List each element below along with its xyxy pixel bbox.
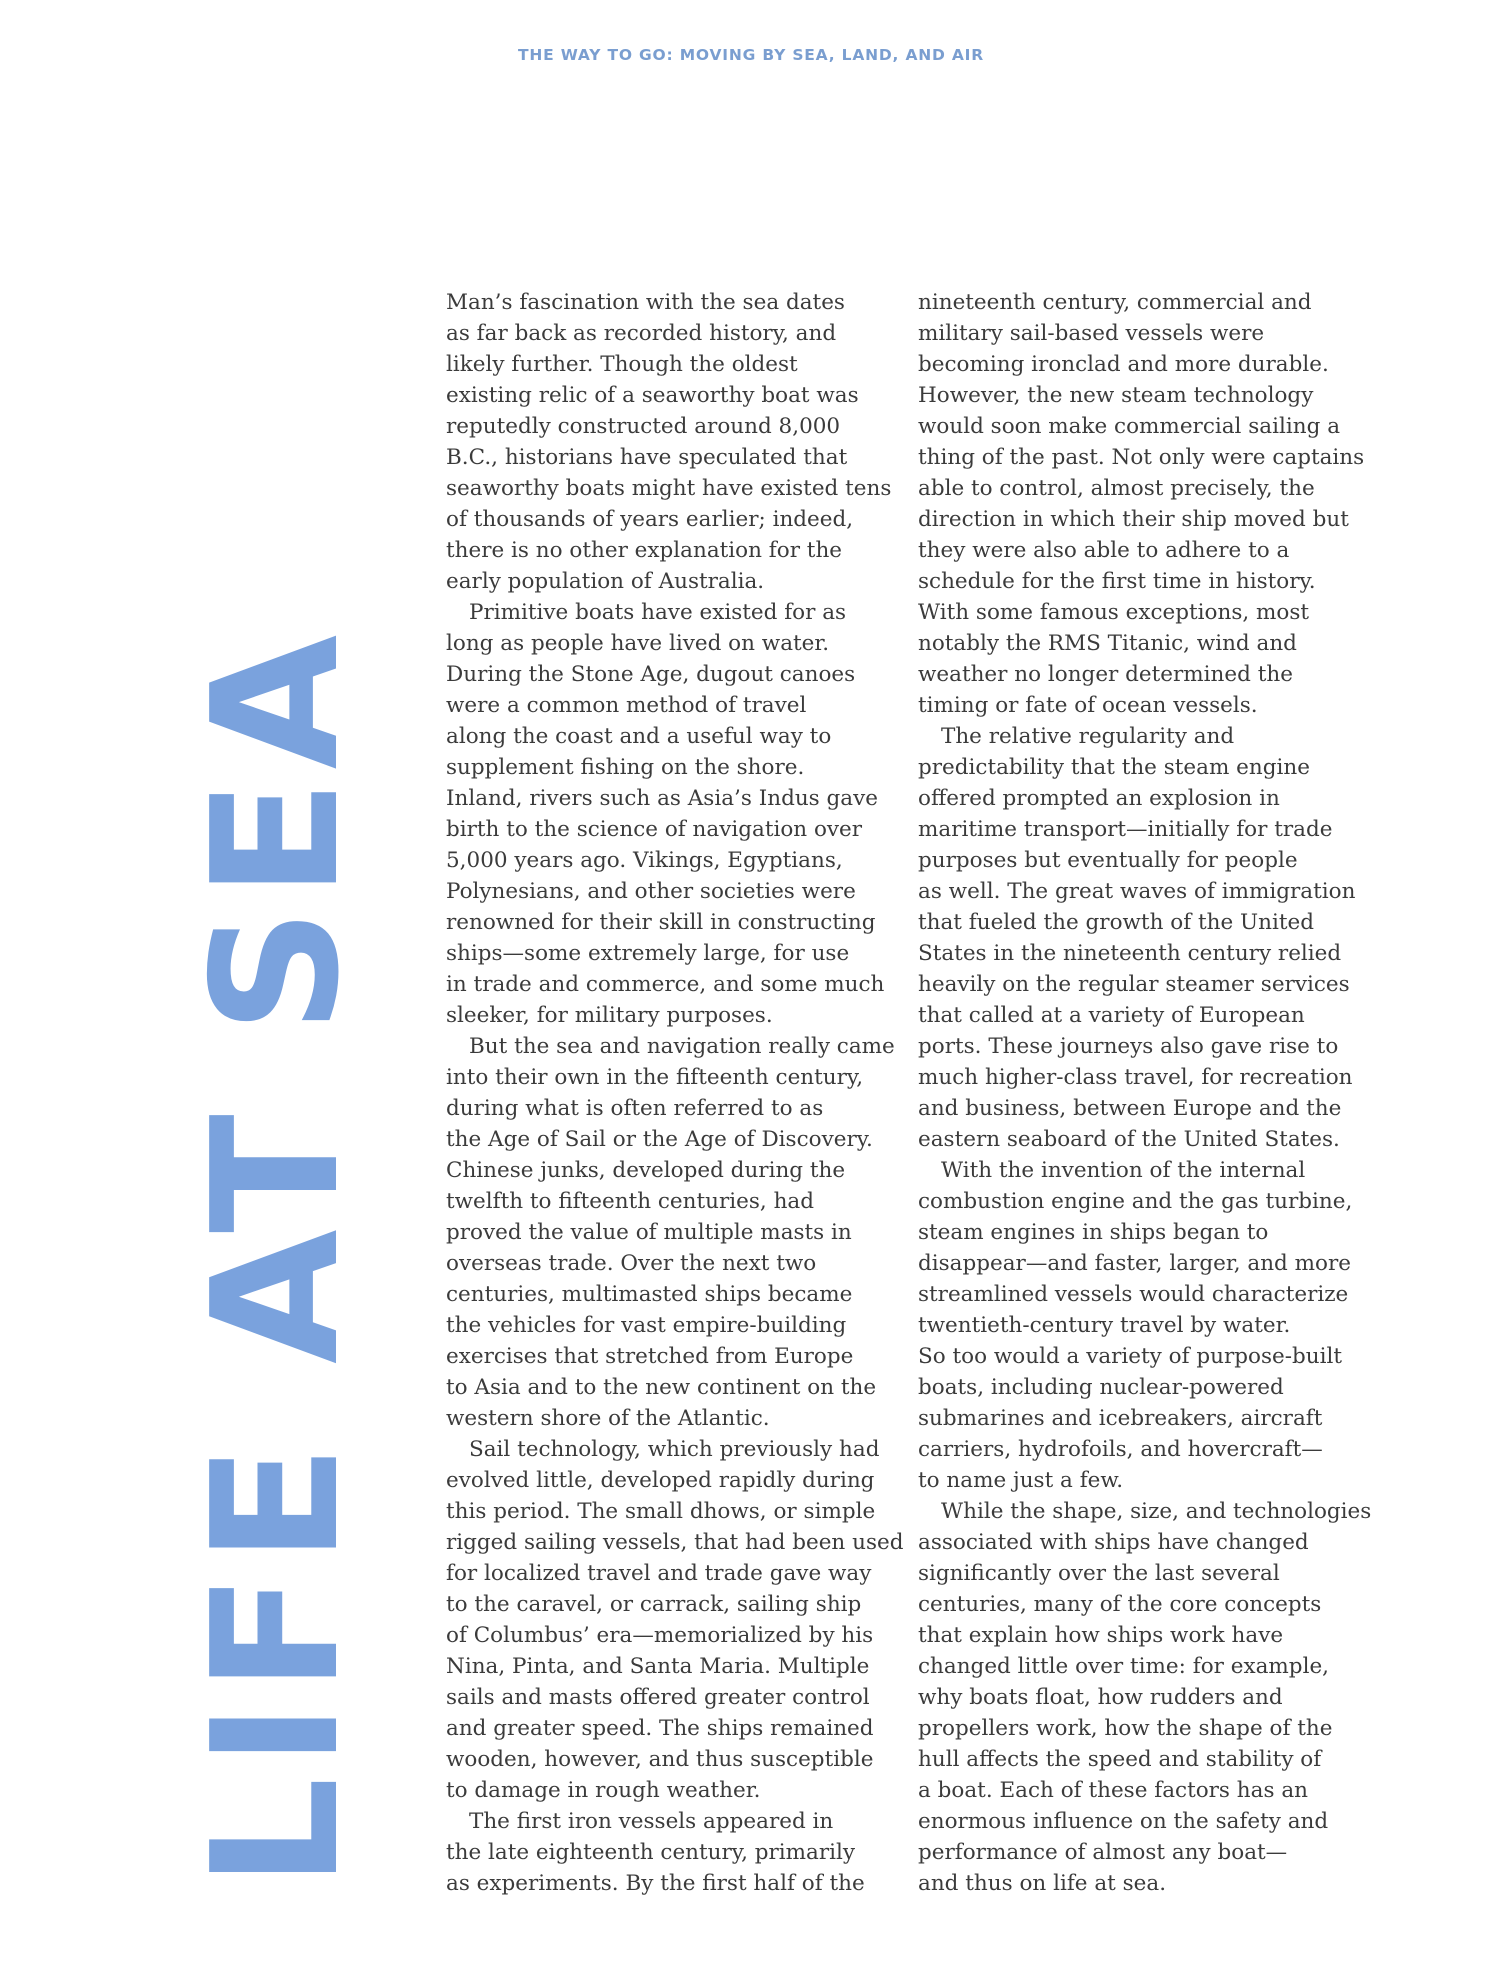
text-line: and greater speed. The ships remained — [446, 1716, 874, 1741]
chapter-title: LIFE AT SEA — [175, 624, 378, 1888]
text-line: of thousands of years earlier; indeed, — [446, 507, 854, 532]
text-line: hull affects the speed and stability of — [918, 1747, 1322, 1772]
text-line: While the shape, size, and technologies — [941, 1499, 1372, 1524]
text-line: So too would a variety of purpose-built — [918, 1344, 1343, 1369]
text-line: disappear—and faster, larger, and more — [918, 1251, 1351, 1276]
text-line: During the Stone Age, dugout canoes — [446, 662, 856, 687]
text-line: ports. These journeys also gave rise to — [918, 1034, 1339, 1059]
text-line: ships—some extremely large, for use — [446, 941, 850, 966]
text-line: twelfth to fifteenth centuries, had — [446, 1189, 814, 1214]
text-line: to name just a few. — [918, 1468, 1124, 1493]
text-line: early population of Australia. — [446, 569, 765, 594]
text-line: performance of almost any boat— — [918, 1840, 1288, 1865]
text-line: during what is often referred to as — [446, 1096, 824, 1121]
text-line: western shore of the Atlantic. — [446, 1406, 770, 1431]
text-line: much higher-class travel, for recreation — [918, 1065, 1353, 1090]
text-line: weather no longer determined the — [918, 662, 1293, 687]
text-line: With some famous exceptions, most — [918, 600, 1310, 625]
text-column-left — [446, 287, 906, 1899]
text-line: predictability that the steam engine — [918, 755, 1310, 780]
running-head: THE WAY TO GO: MOVING BY SEA, LAND, AND AIR — [518, 46, 984, 64]
text-line: B.C., historians have speculated that — [446, 445, 848, 470]
text-line: why boats float, how rudders and — [918, 1685, 1283, 1710]
text-line: able to control, almost precisely, the — [918, 476, 1315, 501]
text-line: But the sea and navigation really came — [469, 1034, 895, 1059]
text-line: a boat. Each of these factors has an — [918, 1778, 1309, 1803]
text-line: propellers work, how the shape of the — [918, 1716, 1333, 1741]
text-line: were a common method of travel — [446, 693, 807, 718]
text-line: Sail technology, which previously had — [469, 1437, 880, 1462]
text-line: nineteenth century, commercial and — [918, 290, 1312, 315]
text-line: carriers, hydrofoils, and hovercraft— — [918, 1437, 1323, 1462]
text-line: enormous influence on the safety and — [918, 1809, 1329, 1834]
text-line: military sail-based vessels were — [918, 321, 1265, 346]
text-line: exercises that stretched from Europe — [446, 1344, 854, 1369]
text-line: would soon make commercial sailing a — [918, 414, 1341, 439]
text-line: the late eighteenth century, primarily — [446, 1840, 856, 1865]
text-line: that explain how ships work have — [918, 1623, 1284, 1648]
text-line: to Asia and to the new continent on the — [446, 1375, 877, 1400]
text-line: schedule for the first time in history. — [918, 569, 1316, 594]
text-line: streamlined vessels would characterize — [918, 1282, 1349, 1307]
text-line: However, the new steam technology — [918, 383, 1314, 408]
text-line: along the coast and a useful way to — [446, 724, 832, 749]
text-line: the vehicles for vast empire-building — [446, 1313, 847, 1338]
text-line: steam engines in ships began to — [918, 1220, 1269, 1245]
text-line: notably the RMS Titanic, wind and — [918, 631, 1297, 656]
text-line: 5,000 years ago. Vikings, Egyptians, — [446, 848, 843, 873]
text-line: as experiments. By the first half of the — [446, 1871, 865, 1896]
text-line: Primitive boats have existed for as — [469, 600, 847, 625]
text-line: The relative regularity and — [941, 724, 1235, 749]
text-line: centuries, many of the core concepts — [918, 1592, 1322, 1617]
text-line: overseas trade. Over the next two — [446, 1251, 817, 1276]
text-line: significantly over the last several — [918, 1561, 1280, 1586]
text-line: proved the value of multiple masts in — [446, 1220, 852, 1245]
text-line: Chinese junks, developed during the — [446, 1158, 846, 1183]
text-line: in trade and commerce, and some much — [446, 972, 885, 997]
text-line: supplement fishing on the shore. — [446, 755, 805, 780]
text-line: seaworthy boats might have existed tens — [446, 476, 892, 501]
text-line: of Columbus’ era—memorialized by his — [446, 1623, 874, 1648]
text-line: Inland, rivers such as Asia’s Indus gave — [446, 786, 878, 811]
text-line: Man’s fascination with the sea dates — [446, 290, 845, 315]
text-line: rigged sailing vessels, that had been used — [446, 1530, 904, 1555]
text-line: maritime transport—initially for trade — [918, 817, 1333, 842]
text-line: purposes but eventually for people — [918, 848, 1298, 873]
text-line: twentieth-century travel by water. — [918, 1313, 1291, 1338]
text-line: eastern seaboard of the United States. — [918, 1127, 1340, 1152]
text-line: that called at a variety of European — [918, 1003, 1305, 1028]
text-line: and thus on life at sea. — [918, 1871, 1167, 1896]
text-line: Nina, Pinta, and Santa Maria. Multiple — [446, 1654, 870, 1679]
text-line: birth to the science of navigation over — [446, 817, 863, 842]
text-line: With the invention of the internal — [941, 1158, 1306, 1183]
text-line: heavily on the regular steamer services — [918, 972, 1350, 997]
text-line: long as people have lived on water. — [446, 631, 830, 656]
text-line: to the caravel, or carrack, sailing ship — [446, 1592, 862, 1617]
text-line: existing relic of a seaworthy boat was — [446, 383, 859, 408]
text-line: timing or fate of ocean vessels. — [918, 693, 1258, 718]
text-line: that fueled the growth of the United — [918, 910, 1315, 935]
text-line: to damage in rough weather. — [446, 1778, 761, 1803]
text-line: changed little over time: for example, — [918, 1654, 1329, 1679]
text-column-right — [918, 287, 1388, 1899]
text-line: likely further. Though the oldest — [446, 352, 798, 377]
text-line: evolved little, developed rapidly during — [446, 1468, 875, 1493]
text-line: for localized travel and trade gave way — [446, 1561, 872, 1586]
text-line: The first iron vessels appeared in — [469, 1809, 834, 1834]
text-line: sails and masts offered greater control — [446, 1685, 870, 1710]
text-line: States in the nineteenth century relied — [918, 941, 1342, 966]
text-line: renowned for their skill in constructing — [446, 910, 876, 935]
text-line: there is no other explanation for the — [446, 538, 843, 563]
text-line: as well. The great waves of immigration — [918, 879, 1356, 904]
text-line: as far back as recorded history, and — [446, 321, 837, 346]
text-line: they were also able to adhere to a — [918, 538, 1290, 563]
text-line: offered prompted an explosion in — [918, 786, 1280, 811]
text-line: becoming ironclad and more durable. — [918, 352, 1329, 377]
text-line: Polynesians, and other societies were — [446, 879, 856, 904]
text-line: into their own in the fifteenth century, — [446, 1065, 864, 1090]
text-line: associated with ships have changed — [918, 1530, 1309, 1555]
text-line: wooden, however, and thus susceptible — [446, 1747, 874, 1772]
text-line: centuries, multimasted ships became — [446, 1282, 853, 1307]
text-line: this period. The small dhows, or simple — [446, 1499, 876, 1524]
text-line: reputedly constructed around 8,000 — [446, 414, 841, 439]
text-line: direction in which their ship moved but — [918, 507, 1349, 532]
text-line: thing of the past. Not only were captains — [918, 445, 1365, 470]
text-line: boats, including nuclear-powered — [918, 1375, 1284, 1400]
text-line: and business, between Europe and the — [918, 1096, 1342, 1121]
text-line: combustion engine and the gas turbine, — [918, 1189, 1353, 1214]
text-line: submarines and icebreakers, aircraft — [918, 1406, 1323, 1431]
text-line: sleeker, for military purposes. — [446, 1003, 773, 1028]
text-line: the Age of Sail or the Age of Discovery. — [446, 1127, 873, 1152]
